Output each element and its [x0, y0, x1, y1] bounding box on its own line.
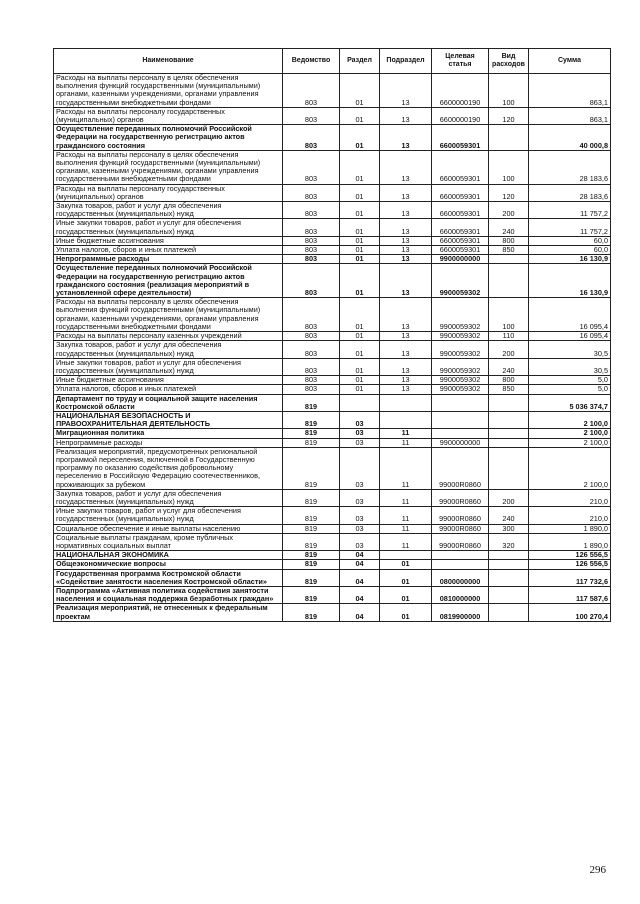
cell-department: 803: [283, 385, 340, 394]
cell-amount: 863,1: [529, 107, 611, 124]
cell-target-article: 6600059301: [432, 150, 489, 184]
cell-name: Закупка товаров, работ и услуг для обеспечения государственных (муниципальных) нужд: [54, 341, 283, 358]
cell-section: 03: [340, 429, 380, 438]
table-header: [54, 49, 611, 74]
cell-amount: 5,0: [529, 376, 611, 385]
cell-target-article: 99000R0860: [432, 533, 489, 550]
cell-subsection: [380, 411, 432, 428]
table-row: [54, 438, 611, 447]
table-row: [54, 411, 611, 428]
cell-section: 01: [340, 236, 380, 245]
cell-subsection: 13: [380, 332, 432, 341]
cell-target-article: 6600000190: [432, 107, 489, 124]
table-row: [54, 246, 611, 255]
cell-department: 803: [283, 358, 340, 375]
cell-department: 819: [283, 507, 340, 524]
cell-name: Уплата налогов, сборов и иных платежей: [54, 385, 283, 394]
cell-section: 01: [340, 298, 380, 332]
cell-name: Закупка товаров, работ и услуг для обеспечения государственных (муниципальных) нужд: [54, 489, 283, 506]
cell-department: 819: [283, 438, 340, 447]
cell-name: Уплата налогов, сборов и иных платежей: [54, 246, 283, 255]
cell-department: 803: [283, 107, 340, 124]
cell-target-article: [432, 394, 489, 411]
cell-subsection: 13: [380, 107, 432, 124]
cell-name: Иные бюджетные ассигнования: [54, 236, 283, 245]
cell-section: 03: [340, 411, 380, 428]
cell-department: 803: [283, 264, 340, 298]
cell-department: 819: [283, 447, 340, 489]
cell-amount: 5,0: [529, 385, 611, 394]
cell-name: Общеэкономические вопросы: [54, 560, 283, 569]
table-row: [54, 507, 611, 524]
cell-section: 04: [340, 586, 380, 603]
table-row: [54, 533, 611, 550]
cell-name: НАЦИОНАЛЬНАЯ БЕЗОПАСНОСТЬ И ПРАВООХРАНИТЕЛЬНАЯ ДЕЯТЕЛЬНОСТЬ: [54, 411, 283, 428]
cell-target-article: 0819900000: [432, 604, 489, 621]
cell-subsection: 01: [380, 604, 432, 621]
cell-target-article: 9900000000: [432, 438, 489, 447]
cell-section: 03: [340, 438, 380, 447]
cell-expense-type: 300: [489, 524, 529, 533]
cell-name: Расходы на выплаты персоналу в целях обеспечения выполнения функций государственными (муниципальными) органами, казенными учреждениями, органами управления государственными внебюджетными фондами: [54, 150, 283, 184]
table-row: [54, 358, 611, 375]
cell-name: Закупка товаров, работ и услуг для обеспечения государственных (муниципальных) нужд: [54, 202, 283, 219]
cell-department: 819: [283, 604, 340, 621]
page-number: 296: [589, 864, 606, 876]
cell-department: 819: [283, 411, 340, 428]
cell-section: 03: [340, 524, 380, 533]
cell-name: Расходы на выплаты персоналу в целях обеспечения выполнения функций государственными (муниципальными) органами, казенными учреждениями, органами управления государственными внебюджетными фондами: [54, 74, 283, 108]
cell-section: 01: [340, 125, 380, 151]
cell-expense-type: 850: [489, 246, 529, 255]
cell-target-article: 9900059302: [432, 376, 489, 385]
cell-amount: 210,0: [529, 489, 611, 506]
cell-name: Социальное обеспечение и иные выплаты населению: [54, 524, 283, 533]
table-row: [54, 341, 611, 358]
header-department: Ведомство: [283, 49, 340, 74]
cell-target-article: 6600059301: [432, 246, 489, 255]
header-subsection: Подраздел: [380, 49, 432, 74]
cell-amount: 2 100,0: [529, 447, 611, 489]
cell-expense-type: [489, 586, 529, 603]
cell-expense-type: 800: [489, 376, 529, 385]
cell-subsection: 13: [380, 246, 432, 255]
cell-target-article: 0800000000: [432, 569, 489, 586]
cell-subsection: 13: [380, 376, 432, 385]
cell-target-article: 99000R0860: [432, 524, 489, 533]
cell-amount: 126 556,5: [529, 551, 611, 560]
header-amount: Сумма: [529, 49, 611, 74]
table-row: [54, 447, 611, 489]
cell-subsection: [380, 551, 432, 560]
cell-target-article: 6600059301: [432, 236, 489, 245]
cell-target-article: 9900059302: [432, 385, 489, 394]
header-section: Раздел: [340, 49, 380, 74]
cell-department: 803: [283, 125, 340, 151]
cell-expense-type: [489, 411, 529, 428]
cell-target-article: 0810000000: [432, 586, 489, 603]
cell-name: Непрограммные расходы: [54, 255, 283, 264]
cell-subsection: 13: [380, 236, 432, 245]
cell-section: [340, 394, 380, 411]
cell-section: 01: [340, 107, 380, 124]
table-row: [54, 150, 611, 184]
cell-section: 04: [340, 604, 380, 621]
cell-target-article: 9900059302: [432, 264, 489, 298]
cell-name: Расходы на выплаты персоналу государственных (муниципальных) органов: [54, 107, 283, 124]
table-row: [54, 298, 611, 332]
cell-section: 01: [340, 385, 380, 394]
cell-subsection: 13: [380, 184, 432, 201]
cell-target-article: 9900059302: [432, 358, 489, 375]
cell-department: 803: [283, 202, 340, 219]
cell-subsection: 13: [380, 74, 432, 108]
cell-name: Непрограммные расходы: [54, 438, 283, 447]
cell-expense-type: 850: [489, 385, 529, 394]
cell-expense-type: [489, 447, 529, 489]
header-expense-type: Вид расходов: [489, 49, 529, 74]
cell-section: 01: [340, 74, 380, 108]
cell-department: 819: [283, 560, 340, 569]
cell-name: Реализация мероприятий, не отнесенных к федеральным проектам: [54, 604, 283, 621]
header-target-article: Целевая статья: [432, 49, 489, 74]
cell-subsection: 13: [380, 150, 432, 184]
cell-department: 819: [283, 586, 340, 603]
cell-amount: 126 556,5: [529, 560, 611, 569]
cell-amount: 60,0: [529, 246, 611, 255]
table-row: [54, 604, 611, 621]
cell-target-article: 6600059301: [432, 202, 489, 219]
table-row: [54, 332, 611, 341]
cell-expense-type: 200: [489, 489, 529, 506]
cell-section: 03: [340, 533, 380, 550]
cell-expense-type: 200: [489, 341, 529, 358]
cell-expense-type: [489, 429, 529, 438]
cell-amount: 30,5: [529, 341, 611, 358]
cell-section: 01: [340, 341, 380, 358]
cell-subsection: 11: [380, 438, 432, 447]
cell-subsection: 01: [380, 560, 432, 569]
table-row: [54, 586, 611, 603]
cell-department: 803: [283, 298, 340, 332]
cell-amount: 28 183,6: [529, 150, 611, 184]
cell-department: 803: [283, 246, 340, 255]
cell-target-article: 6600059301: [432, 125, 489, 151]
cell-section: 03: [340, 489, 380, 506]
table-row: [54, 264, 611, 298]
cell-amount: 5 036 374,7: [529, 394, 611, 411]
cell-amount: 100 270,4: [529, 604, 611, 621]
cell-section: 01: [340, 246, 380, 255]
cell-department: 803: [283, 74, 340, 108]
table-row: [54, 385, 611, 394]
cell-subsection: 13: [380, 298, 432, 332]
cell-section: 01: [340, 202, 380, 219]
cell-name: Реализация мероприятий, предусмотренных региональной программой переселения, включенной в Государственную программу по оказанию содействия добровольному переселению в Российскую Федерацию соотечественников, проживающих за рубежом: [54, 447, 283, 489]
table-row: [54, 255, 611, 264]
cell-expense-type: 240: [489, 507, 529, 524]
cell-department: 803: [283, 219, 340, 236]
cell-amount: 16 095,4: [529, 298, 611, 332]
cell-expense-type: 240: [489, 219, 529, 236]
cell-name: Департамент по труду и социальной защите населения Костромской области: [54, 394, 283, 411]
header-row: [54, 49, 611, 74]
cell-name: Государственная программа Костромской области «Содействие занятости населения Костромской области»: [54, 569, 283, 586]
cell-department: 819: [283, 524, 340, 533]
cell-department: 803: [283, 236, 340, 245]
cell-department: 803: [283, 150, 340, 184]
cell-target-article: 99000R0860: [432, 489, 489, 506]
cell-department: 803: [283, 376, 340, 385]
cell-target-article: 9900059302: [432, 341, 489, 358]
cell-department: 803: [283, 255, 340, 264]
cell-section: 04: [340, 569, 380, 586]
cell-target-article: 6600000190: [432, 74, 489, 108]
cell-expense-type: [489, 604, 529, 621]
cell-section: 01: [340, 332, 380, 341]
table-row: [54, 569, 611, 586]
cell-subsection: 11: [380, 429, 432, 438]
table-row: [54, 184, 611, 201]
cell-name: Осуществление переданных полномочий Российской Федерации на государственную регистрацию актов гражданского состояния (реализация мероприятий в установленной сфере деятельности): [54, 264, 283, 298]
table-row: [54, 202, 611, 219]
cell-name: Осуществление переданных полномочий Российской Федерации на государственную регистрацию актов гражданского состояния: [54, 125, 283, 151]
cell-name: Миграционная политика: [54, 429, 283, 438]
cell-expense-type: 200: [489, 202, 529, 219]
table-row: [54, 524, 611, 533]
cell-expense-type: [489, 569, 529, 586]
cell-name: Иные бюджетные ассигнования: [54, 376, 283, 385]
cell-expense-type: 110: [489, 332, 529, 341]
cell-department: 819: [283, 429, 340, 438]
cell-amount: 117 732,6: [529, 569, 611, 586]
cell-section: 01: [340, 358, 380, 375]
cell-amount: 16 095,4: [529, 332, 611, 341]
cell-subsection: 13: [380, 341, 432, 358]
cell-department: 819: [283, 551, 340, 560]
cell-amount: 1 890,0: [529, 524, 611, 533]
cell-section: 03: [340, 507, 380, 524]
cell-target-article: 99000R0860: [432, 447, 489, 489]
header-name: Наименование: [54, 49, 283, 74]
cell-amount: 2 100,0: [529, 429, 611, 438]
cell-department: 803: [283, 184, 340, 201]
cell-subsection: 13: [380, 219, 432, 236]
cell-amount: 40 000,8: [529, 125, 611, 151]
cell-amount: 16 130,9: [529, 264, 611, 298]
cell-expense-type: 100: [489, 298, 529, 332]
cell-amount: 16 130,9: [529, 255, 611, 264]
table-row: [54, 376, 611, 385]
cell-subsection: 11: [380, 489, 432, 506]
table-row: [54, 107, 611, 124]
cell-subsection: 11: [380, 524, 432, 533]
cell-subsection: 11: [380, 447, 432, 489]
cell-expense-type: 100: [489, 150, 529, 184]
cell-subsection: [380, 394, 432, 411]
cell-expense-type: [489, 438, 529, 447]
cell-expense-type: 800: [489, 236, 529, 245]
cell-subsection: 13: [380, 125, 432, 151]
cell-amount: 11 757,2: [529, 202, 611, 219]
table-row: [54, 125, 611, 151]
cell-subsection: 13: [380, 264, 432, 298]
cell-section: 01: [340, 255, 380, 264]
cell-name: Иные закупки товаров, работ и услуг для обеспечения государственных (муниципальных) нужд: [54, 507, 283, 524]
cell-amount: 2 100,0: [529, 411, 611, 428]
cell-expense-type: 240: [489, 358, 529, 375]
cell-subsection: 11: [380, 507, 432, 524]
cell-amount: 1 890,0: [529, 533, 611, 550]
table-row: [54, 551, 611, 560]
cell-subsection: 13: [380, 385, 432, 394]
cell-amount: 2 100,0: [529, 438, 611, 447]
cell-section: 01: [340, 219, 380, 236]
cell-department: 803: [283, 341, 340, 358]
cell-subsection: 01: [380, 569, 432, 586]
cell-department: 803: [283, 332, 340, 341]
cell-name: Социальные выплаты гражданам, кроме публичных нормативных социальных выплат: [54, 533, 283, 550]
cell-target-article: 99000R0860: [432, 507, 489, 524]
cell-amount: 28 183,6: [529, 184, 611, 201]
cell-target-article: [432, 411, 489, 428]
cell-target-article: [432, 551, 489, 560]
cell-target-article: 9900059302: [432, 298, 489, 332]
table-row: [54, 429, 611, 438]
cell-name: Расходы на выплаты персоналу государственных (муниципальных) органов: [54, 184, 283, 201]
table-row: [54, 74, 611, 108]
cell-amount: 117 587,6: [529, 586, 611, 603]
cell-section: 01: [340, 184, 380, 201]
cell-expense-type: [489, 394, 529, 411]
cell-expense-type: 120: [489, 107, 529, 124]
cell-name: Подпрограмма «Активная политика содействия занятости населения и социальная поддержка безработных граждан»: [54, 586, 283, 603]
table-row: [54, 394, 611, 411]
cell-name: Иные закупки товаров, работ и услуг для обеспечения государственных (муниципальных) нужд: [54, 219, 283, 236]
cell-section: 01: [340, 376, 380, 385]
cell-expense-type: 100: [489, 74, 529, 108]
cell-section: 04: [340, 551, 380, 560]
table-row: [54, 489, 611, 506]
cell-name: НАЦИОНАЛЬНАЯ ЭКОНОМИКА: [54, 551, 283, 560]
cell-expense-type: [489, 255, 529, 264]
cell-target-article: 9900000000: [432, 255, 489, 264]
cell-department: 819: [283, 533, 340, 550]
cell-subsection: 01: [380, 586, 432, 603]
cell-name: Расходы на выплаты персоналу казенных учреждений: [54, 332, 283, 341]
cell-expense-type: 120: [489, 184, 529, 201]
cell-target-article: [432, 560, 489, 569]
cell-expense-type: [489, 125, 529, 151]
cell-amount: 863,1: [529, 74, 611, 108]
cell-amount: 210,0: [529, 507, 611, 524]
cell-amount: 30,5: [529, 358, 611, 375]
cell-subsection: 13: [380, 202, 432, 219]
table-row: [54, 560, 611, 569]
budget-table: [53, 48, 611, 622]
cell-target-article: 9900059302: [432, 332, 489, 341]
table-row: [54, 236, 611, 245]
cell-target-article: [432, 429, 489, 438]
cell-section: 03: [340, 447, 380, 489]
cell-subsection: 13: [380, 358, 432, 375]
table-body: [54, 74, 611, 622]
cell-section: 01: [340, 264, 380, 298]
cell-target-article: 6600059301: [432, 184, 489, 201]
cell-amount: 60,0: [529, 236, 611, 245]
cell-section: 04: [340, 560, 380, 569]
cell-expense-type: [489, 551, 529, 560]
cell-name: Расходы на выплаты персоналу в целях обеспечения выполнения функций государственными (муниципальными) органами, казенными учреждениями, органами управления государственными внебюджетными фондами: [54, 298, 283, 332]
cell-amount: 11 757,2: [529, 219, 611, 236]
table-row: [54, 219, 611, 236]
cell-target-article: 6600059301: [432, 219, 489, 236]
cell-subsection: 13: [380, 255, 432, 264]
cell-section: 01: [340, 150, 380, 184]
cell-department: 819: [283, 394, 340, 411]
cell-subsection: 11: [380, 533, 432, 550]
cell-expense-type: [489, 264, 529, 298]
cell-name: Иные закупки товаров, работ и услуг для обеспечения государственных (муниципальных) нужд: [54, 358, 283, 375]
cell-department: 819: [283, 489, 340, 506]
cell-expense-type: [489, 560, 529, 569]
cell-department: 819: [283, 569, 340, 586]
cell-expense-type: 320: [489, 533, 529, 550]
